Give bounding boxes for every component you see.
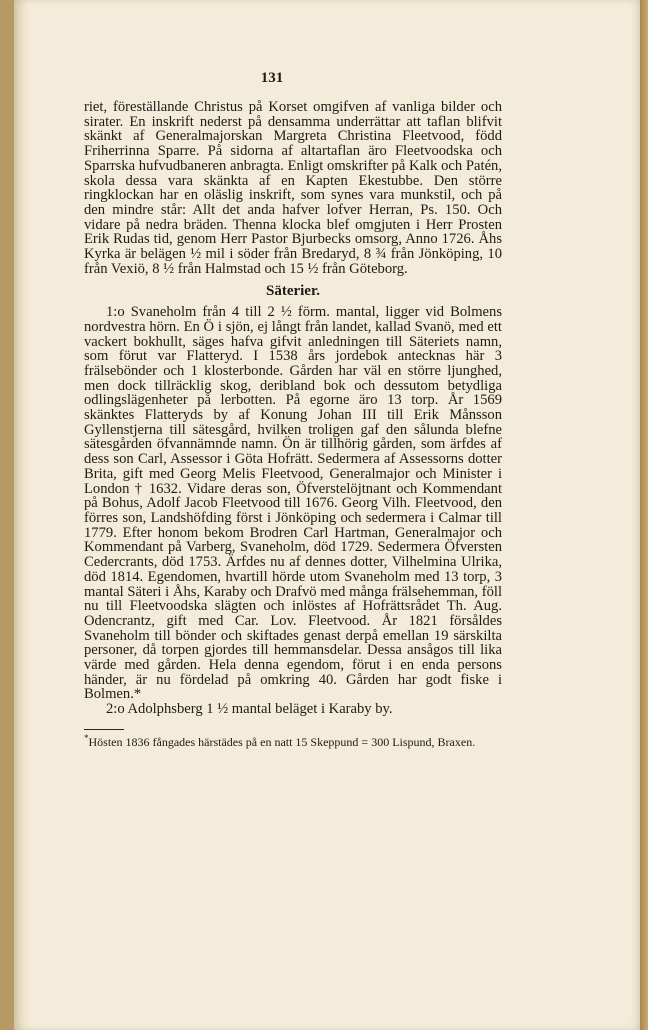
footnote-marker: * bbox=[84, 732, 89, 743]
section-heading: Säterier. bbox=[265, 283, 320, 300]
footnote-text: Hösten 1836 fångades härstädes på en natt 15 Skeppund = 300 Lispund, Braxen. bbox=[88, 734, 476, 749]
page-body bbox=[84, 100, 502, 748]
book-page bbox=[14, 0, 640, 1030]
page-edge bbox=[640, 0, 648, 1030]
paragraph-church-description: riet, föreställande Christus på Korset omgifven af vanliga bilder och sirater. En inskrift nederst på densamma underrättar att taflan blifvit skänkt af Generalmajorskan Margreta Christina Fleetvood, född Friherrinna Sparre. På sidorna af altartaflan äro Fleetvoodska och Sparrska hufvudbaneren anbragta. Enligt omskrifter på Kalk och Patén, skola dessa vara skänkta af en Kapten Ekestubbe. Den större ringklockan har en oläslig inskrift, som synes vara munkstil, och på den mindre står: Allt det anda hafver lofver Herran, Ps. 150. Och vidare på nedra bräden. Thenna klocka blef omgjuten i Herr Prosten Erik Rudas tid, genom Herr Pastor Bjurbecks omsorg, Anno 1726. Åhs Kyrka är belägen ½ mil i söder från Bredaryd, 8 ¾ från Jönköping, 10 från Vexiö, 8 ½ från Halmstad och 15 ½ från Göteborg. bbox=[84, 99, 502, 277]
footnote bbox=[84, 732, 502, 749]
paragraph-adolphsberg: 2:o Adolphsberg 1 ½ mantal beläget i Karaby by. bbox=[106, 701, 393, 718]
paragraph-svaneholm: 1:o Svaneholm från 4 till 2 ½ förm. mantal, ligger vid Bolmens nordvestra hörn. En Ö i sjön, ej långt från landet, kallad Svanö, med ett vackert bokhullt, säges hafva gifvit anledningen till Säteriets namn, som förut var Flatteryd. I 1538 års jordebok antecknas här 3 frälsebönder och 1 klosterbonde. Gården har väl en större ljunghed, men dock tillräcklig skog, deribland bok och dessutom betydliga odlingslägenheter på lerbotten. På egorne äro 13 torp. År 1569 skänktes Flatteryds by af Konung Johan III till Erik Månsson Gyllenstjerna till sätesgård, hvilken troligen gaf den sålunda blefne sätesgården öfvannämnde namn. Ön är tillhörig gården, som ärfdes af dess son Carl, Assessor i Göta Hofrätt. Sedermera af Assessorns dotter Brita, gift med Georg Melis Fleetvood, Generalmajor och Minister i London † 1632. Vidare deras son, Öfverstelöjtnant och Kommendant på Bohus, Adolf Jacob Fleetvood till 1676. Georg Vilh. Fleetvood, den förres son, Landshöfding först i Jönköping och sedermera i Calmar till 1779. Efter honom bekom Brodren Carl Hartman, Generalmajor och Kommendant på Varberg, Svaneholm, död 1729. Sedermera Öfversten Cedercrants, död 1753. Ärfdes nu af dennes dotter, Vilhelmina Ulrika, död 1814. Egendomen, hvartill hörde utom Svaneholm med 13 torp, 3 mantal Säteri i Åhs, Karaby och Drafvö med många frälsehemman, föll nu till Fleetvoodska slägten och inlöstes af Hofrättsrådet Th. Aug. Odencrantz, gift med Car. Lov. Fleetvood. År 1821 försåldes Svaneholm till bönder och skiftades genast derpå emellan 19 särskilta personer, då torpen gjordes till hemmansdelar. Dessa ansågos till lika värde med gården. Hela denna egendom, förut i en enda persons händer, är nu fördelad på omkring 40. Gården har godt fiske i Bolmen.* bbox=[84, 304, 502, 703]
page-number: 131 bbox=[260, 70, 284, 86]
footnote-divider bbox=[84, 729, 124, 730]
